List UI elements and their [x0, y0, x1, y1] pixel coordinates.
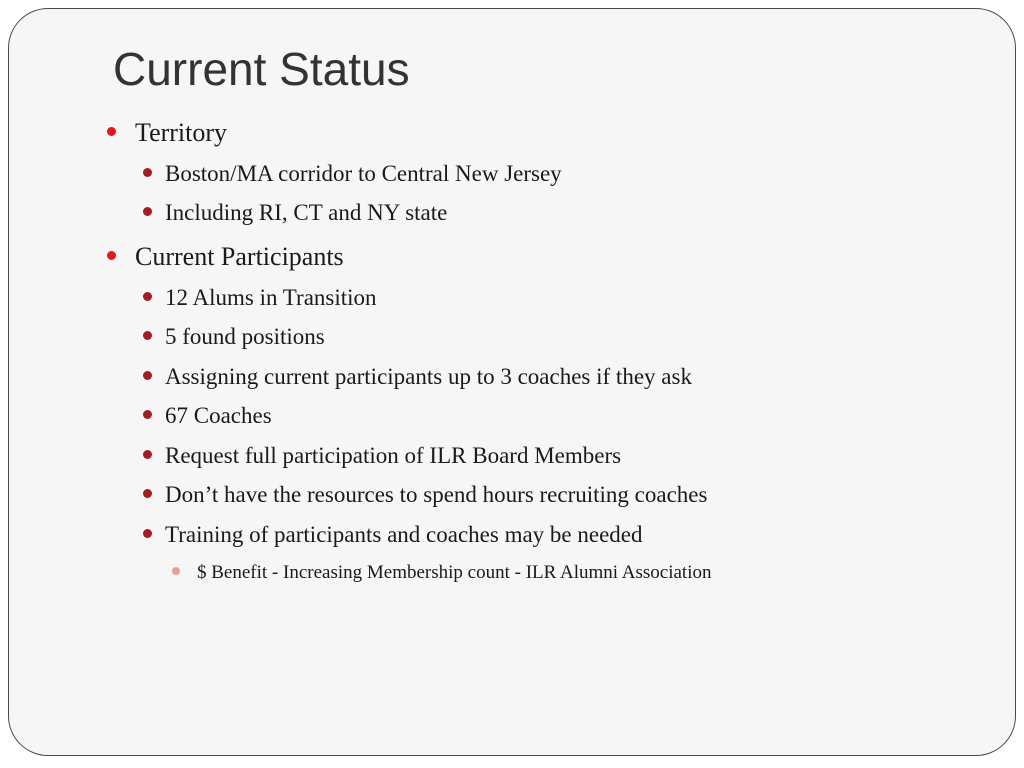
bullet-dot-icon [143, 371, 152, 380]
bullet-dot-icon [107, 127, 116, 136]
bullet-dot-icon [143, 489, 152, 498]
bullet-dot-icon [143, 450, 152, 459]
bullet-dot-icon [107, 251, 116, 260]
bullet-participants-item [143, 323, 325, 351]
bullet-dot-icon [143, 292, 152, 301]
bullet-participants-item [143, 442, 621, 470]
bullet-dot-icon [172, 567, 180, 575]
slide-title: Current Status [113, 43, 410, 95]
bullet-territory-item [143, 160, 562, 188]
bullet-dot-icon [143, 168, 152, 177]
bullet-territory [107, 118, 227, 148]
bullet-text: Don’t have the resources to spend hours recruiting coaches [165, 482, 708, 507]
bullet-text: 5 found positions [165, 324, 325, 349]
bullet-text: 12 Alums in Transition [165, 285, 377, 310]
bullet-dot-icon [143, 331, 152, 340]
bullet-text: Request full participation of ILR Board Members [165, 443, 622, 468]
bullet-text: Current Participants [135, 242, 344, 271]
bullet-participants-item [143, 481, 707, 509]
bullet-dot-icon [143, 410, 152, 419]
bullet-participants-item [143, 402, 272, 430]
bullet-participants-item [143, 521, 643, 549]
bullet-participants-item [143, 284, 377, 312]
bullet-territory-item [143, 199, 447, 227]
bullet-text: Training of participants and coaches may be needed [165, 522, 643, 547]
bullet-text: Territory [135, 118, 228, 147]
bullet-text: 67 Coaches [165, 403, 272, 428]
bullet-current-participants [107, 242, 344, 272]
bullet-dot-icon [143, 207, 152, 216]
bullet-participants-item [143, 363, 692, 391]
bullet-text: Including RI, CT and NY state [165, 200, 448, 225]
bullet-text: Assigning current participants up to 3 coaches if they ask [165, 364, 692, 389]
bullet-participants-subitem [172, 561, 711, 585]
bullet-dot-icon [143, 529, 152, 538]
bullet-text: Boston/MA corridor to Central New Jersey [165, 161, 562, 186]
bullet-text: $ Benefit - Increasing Membership count - ILR Alumni Association [197, 562, 712, 583]
